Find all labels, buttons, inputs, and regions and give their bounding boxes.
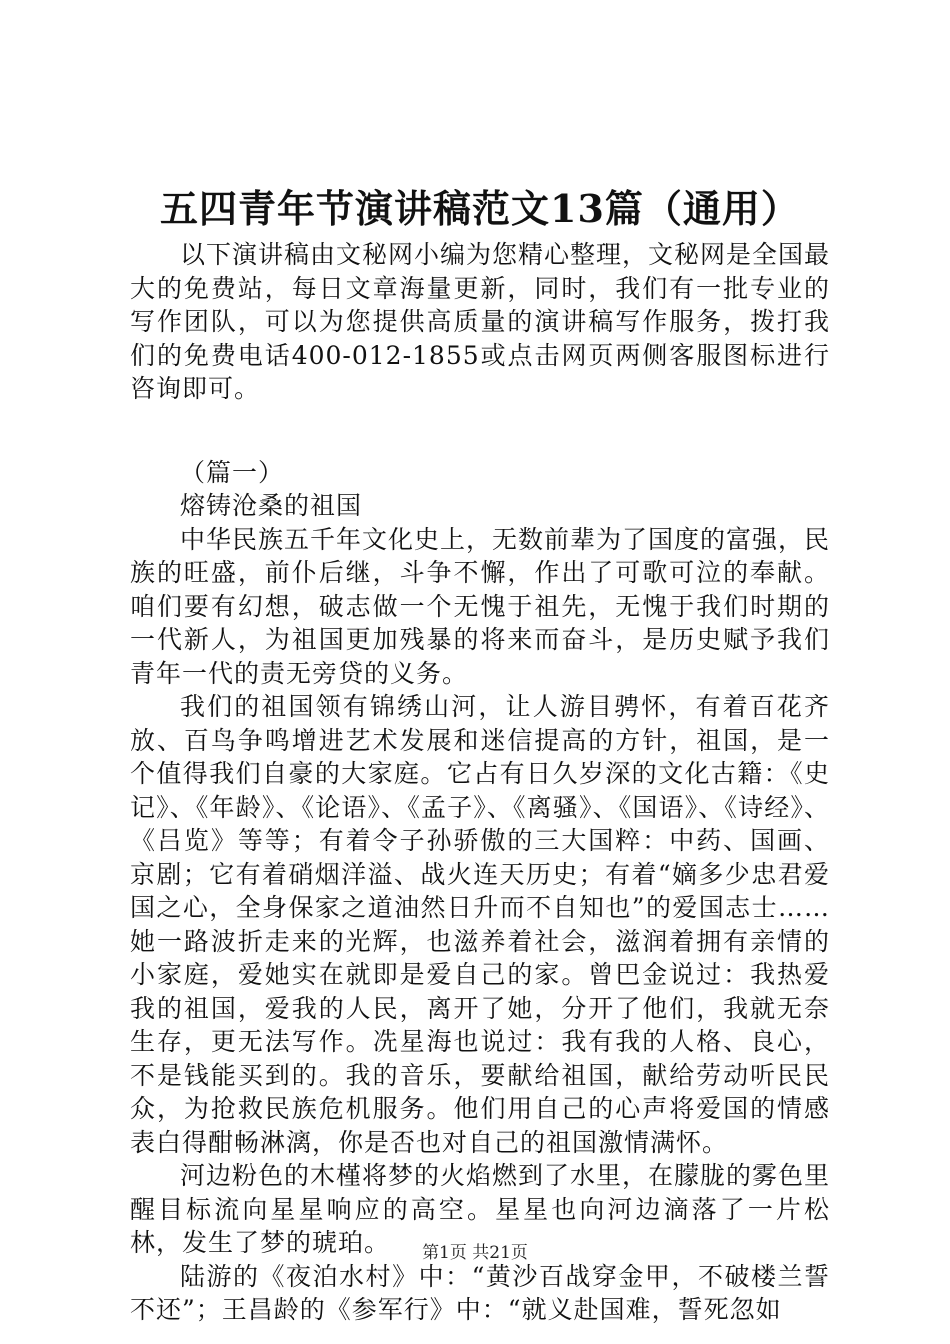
body-paragraph: 陆游的《夜泊水村》中：“黄沙百战穿金甲，不破楼兰誓不还”；王昌龄的《参军行》中：“就义赴国难，誓死忽如 xyxy=(130,1261,830,1324)
document-title: 五四青年节演讲稿范文13篇（通用） xyxy=(160,186,800,231)
intro-paragraph: 以下演讲稿由文秘网小编为您精心整理，文秘网是全国最大的免费站，每日文章海量更新，同时，我们有一批专业的写作团队，可以为您提供高质量的演讲稿写作服务，拨打我们的免费电话400-012-1855或点击网页两侧客服图标进行咨询即可。 xyxy=(130,240,831,403)
document-body xyxy=(130,238,830,1327)
paragraph-spacer xyxy=(130,406,830,456)
section-label: （篇一） xyxy=(180,457,285,487)
body-paragraph: 我们的祖国领有锦绣山河，让人游目骋怀，有着百花齐放、百鸟争鸣增进艺术发展和迷信提高的方针，祖国，是一个值得我们自豪的大家庭。它占有日久岁深的文化古籍：《史记》、《年龄》、《论语》、《孟子》、《离骚》、《国语》、《诗经》、《吕览》等等；有着令子孙骄傲的三大国粹：中药、国画、京剧；它有着硝烟洋溢、战火连天历史；有着“嫡多少忠君爱国之心，全身保家之道油然日升而不自知也”的爱国志士……她一路波折走来的光辉，也滋养着社会，滋润着拥有亲情的小家庭，爱她实在就即是爱自己的家。曾巴金说过：我热爱我的祖国，爱我的人民，离开了她，分开了他们，我就无奈生存，更无法写作。冼星海也说过：我有我的人格、良心，不是钱能买到的。我的音乐，要献给祖国，献给劳动听民民众，为抢救民族危机服务。他们用自己的心声将爱国的情感表白得酣畅淋漓，你是否也对自己的祖国激情满怀。 xyxy=(130,692,830,1157)
body-paragraph: 河边粉色的木槿将梦的火焰燃到了水里，在朦胧的雾色里醒目标流向星星响应的高空。星星也向河边滴落了一片松林，发生了梦的琥珀。 xyxy=(130,1161,831,1257)
section-title: 熔铸沧桑的祖国 xyxy=(180,491,363,520)
body-paragraph: 中华民族五千年文化史上，无数前辈为了国度的富强，民族的旺盛，前仆后继，斗争不懈，作出了可歌可泣的奉献。咱们要有幻想，破志做一个无愧于祖先，无愧于我们时期的一代新人，为祖国更加残暴的将来而奋斗，是历史赋予我们青年一代的责无旁贷的义务。 xyxy=(130,524,831,688)
page-number-footer: 第1页 共21页 xyxy=(422,1243,528,1263)
